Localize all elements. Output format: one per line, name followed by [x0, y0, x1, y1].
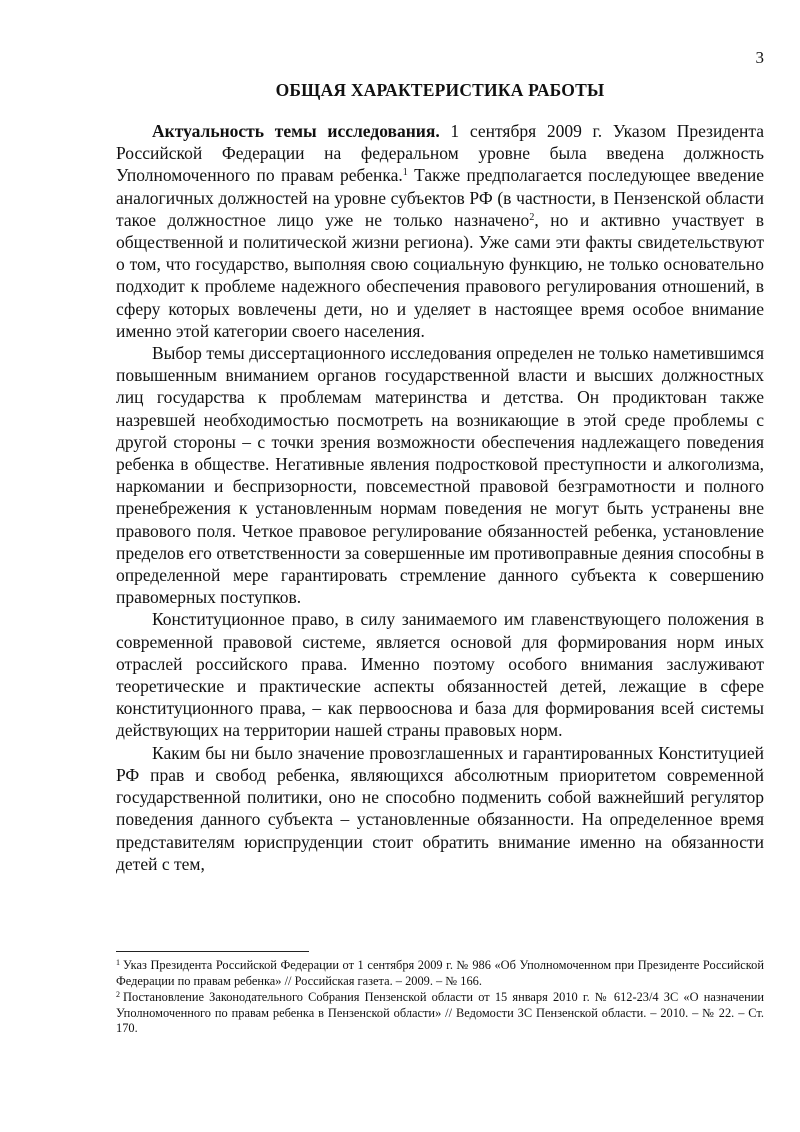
- footnote-marker: 2: [116, 990, 120, 999]
- paragraph-child-rights: Каким бы ни было значение провозглашенных и гарантированных Конституцией РФ прав и свобод ребенка, являющихся абсолютным приоритетом современной государственной политики, оно не способно подменить собой важнейший регулятор поведения данного субъекта – установленные обязанности. На определенное время представителям юриспруденции стоит обратить внимание именно на обязанности детей с тем,: [116, 742, 764, 874]
- section-heading: ОБЩАЯ ХАРАКТЕРИСТИКА РАБОТЫ: [275, 80, 605, 100]
- paragraph-text: Также предполагается последующее введение аналогичных должностей на уровне субъектов РФ (в частности, в Пензенской области такое должностное лицо уже не только назначено: [116, 165, 764, 230]
- footnote-text: Указ Президента Российской Федерации от 1 сентября 2009 г. № 986 «Об Уполномоченном при Президенте Российской Федерации по правам ребенка» // Российская газета. – 2009. – № 166.: [116, 958, 764, 988]
- footnote-reference-2[interactable]: 2: [529, 211, 535, 223]
- paragraph-relevance: [116, 120, 764, 342]
- footnote-text: Постановление Законодательного Собрания Пензенской области от 15 января 2010 г. № 612-23/4 ЗС «О назначении Уполномоченного по правам ребенка в Пензенской области» // Ведомости ЗС Пензенской области. – 2010. – № 22. – Ст. 170.: [116, 990, 764, 1035]
- paragraph-text: , но и активно участвует в общественной и политической жизни региона). Уже сами эти факты свидетельствуют о том, что государство, выполняя свою социальную функцию, не только основательно подходит к проблеме надежного обеспечения правового регулирования отношений, в сферу которых вовлечены дети, но и уделяет в настоящее время особое внимание именно этой категории своего населения.: [116, 209, 764, 341]
- paragraph-constitutional-law: Конституционное право, в силу занимаемого им главенствующего положения в современной правовой системе, является основой для формирования норм иных отраслей российского права. Именно поэтому особого внимания заслуживают теоретические и практические аспекты обязанностей детей, лежащие в сфере конституционного права, – как первооснова и база для формирования всей системы действующих на территории нашей страны правовых норм.: [116, 609, 764, 741]
- paragraph-topic-choice: Выбор темы диссертационного исследования определен не только наметившимся повышенным вниманием органов государственной власти и высших должностных лиц государства к проблемам материнства и детства. Он продиктован также назревшей необходимостью посмотреть на возникающие в этой среде проблемы с другой стороны – с точки зрения возможности обеспечения надлежащего поведения ребенка в обществе. Негативные явления подростковой преступности и алкоголизма, наркомании и беспризорности, повсеместной правовой безграмотности и полного пренебрежения к установленным нормам поведения не могут быть устранены вне правового поля. Четкое правовое регулирование обязанностей ребенка, установление пределов его ответственности за совершенные им противоправные деяния способны в определенной мере гарантировать стремление данного субъекта к совершению правомерных поступков.: [116, 343, 764, 608]
- paragraph-lead-bold: Актуальность темы исследования.: [152, 121, 440, 141]
- footnote-1: [116, 958, 764, 989]
- page-number: 3: [755, 48, 764, 67]
- footnotes: [116, 958, 764, 1038]
- footnote-divider: [116, 951, 309, 952]
- footnote-reference-1[interactable]: 1: [402, 167, 408, 179]
- body-text: [116, 120, 764, 875]
- paragraph-text: 1 сентября 2009 г. Указом Президента Российской Федерации на федеральном уровне была введена должность Уполномоченного по правам ребенка.: [116, 121, 764, 186]
- footnote-marker: 1: [116, 958, 120, 967]
- footnote-2: [116, 990, 764, 1037]
